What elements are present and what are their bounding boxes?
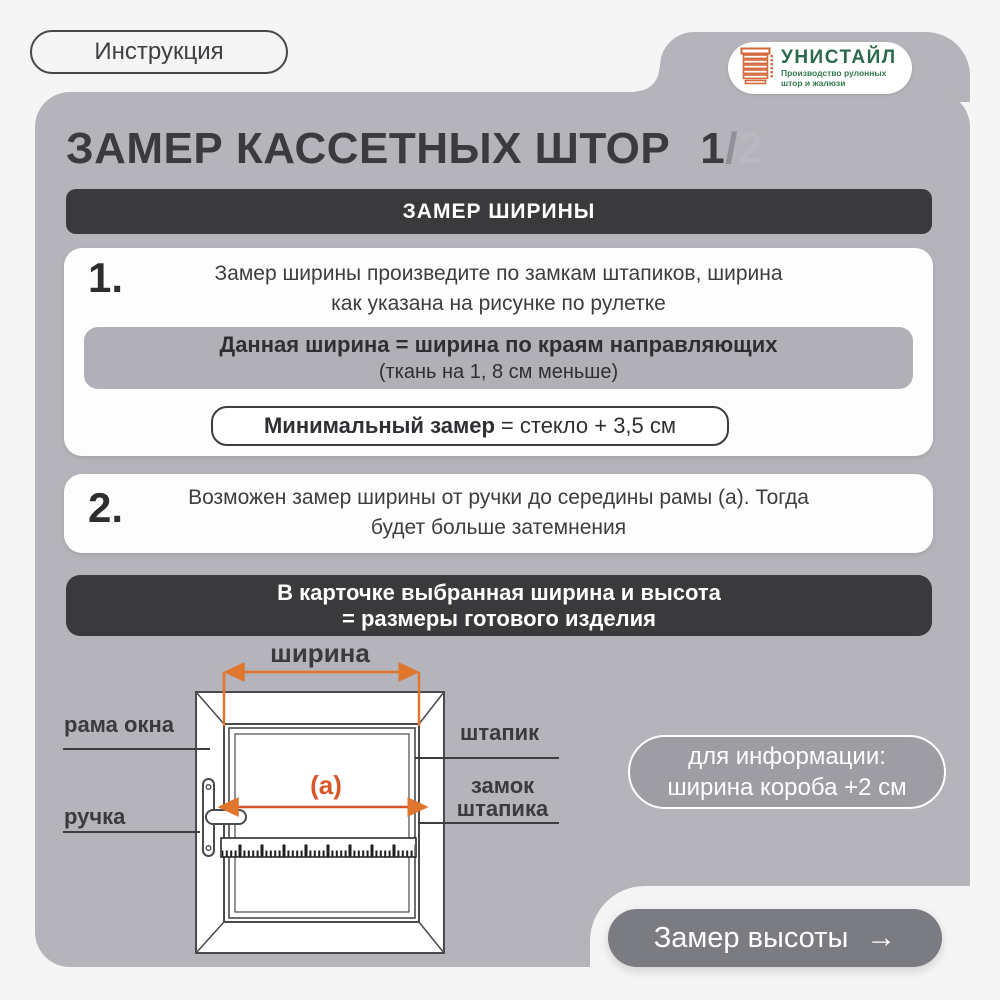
ruler-icon: [221, 838, 416, 857]
width-note-sub: (ткань на 1, 8 см меньше): [378, 361, 619, 383]
minimum-measure-pill: [211, 406, 729, 446]
step-1-card: [64, 248, 933, 456]
logo-tagline-2: штор и жалюзи: [781, 77, 846, 88]
step-1-text-line2: как указана на рисунке по рулетке: [331, 292, 666, 315]
product-size-banner: [66, 575, 932, 636]
logo-tagline-1: Производство рулонных: [781, 67, 887, 78]
card-tab-fillet: [636, 68, 660, 92]
step-2-number: 2.: [88, 484, 124, 531]
diagram-handle-label: ручка: [64, 804, 126, 829]
info-pill: [628, 735, 946, 809]
page-indicator: 1/2: [700, 124, 763, 173]
page-title: ЗАМЕР КАССЕТНЫХ ШТОР 1/2: [66, 124, 763, 173]
step-2-card: [64, 474, 933, 553]
banner-line2: = размеры готового изделия: [342, 605, 656, 631]
step-2-text-line1: Возможен замер ширины от ручки до середины рамы (а). Тогда: [188, 486, 809, 509]
step-1-text-line1: Замер ширины произведите по замкам штапиков, ширина: [214, 262, 783, 285]
minimum-measure-bold: Минимальный замер: [263, 413, 495, 438]
section-header-width: ЗАМЕР ШИРИНЫ: [66, 189, 932, 234]
diagram-frame-label: рама окна: [64, 712, 174, 737]
step-2-text-line2: будет больше затемнения: [370, 516, 627, 539]
width-note-box: [84, 327, 913, 389]
banner-line1: В карточке выбранная ширина и высота: [277, 579, 721, 605]
diagram-width-label: ширина: [270, 638, 370, 668]
width-note-bold: Данная ширина = ширина по краям направляющих: [219, 332, 778, 357]
instruction-button[interactable]: Инструкция: [30, 30, 288, 74]
logo: [728, 42, 912, 94]
diagram-bead-lock-label: замок штапика: [456, 773, 549, 821]
diagram-bead-label: штапик: [460, 720, 540, 745]
diagram-a-label: (а): [310, 770, 342, 800]
height-measure-button[interactable]: [608, 909, 942, 967]
info-pill-line1: для информации:: [688, 743, 886, 770]
height-measure-label: Замер высоты: [653, 921, 849, 954]
info-pill-line2: ширина короба +2 см: [667, 774, 907, 801]
right-arrow-icon: →: [866, 921, 897, 954]
logo-name: УНИСТАЙЛ: [781, 46, 897, 68]
step-1-number: 1.: [88, 254, 124, 301]
minimum-measure-rest: = стекло + 3,5 см: [500, 413, 677, 438]
blinds-icon: [740, 47, 774, 89]
